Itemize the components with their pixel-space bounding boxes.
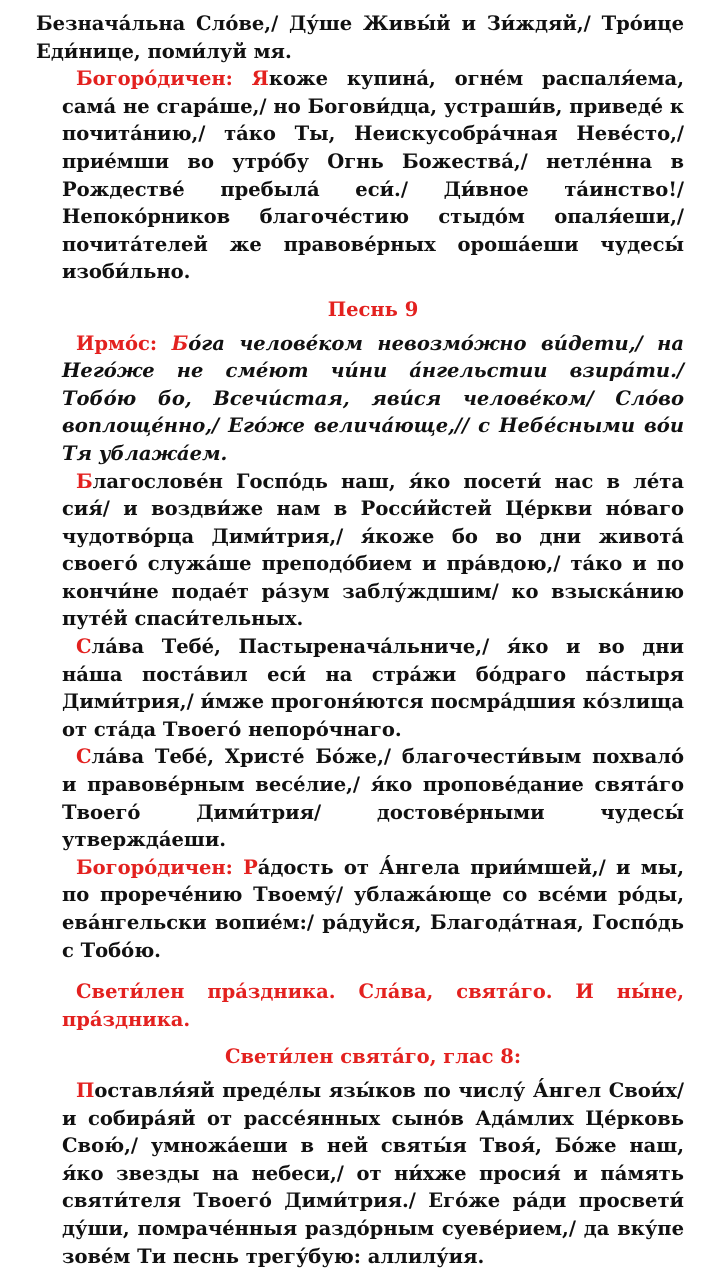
- theotokion-first: [62, 65, 684, 286]
- troparion-text: ла́ва Тебе́, Христе́ Бо́же,/ благочести́вым похвало́ и правове́рным весе́лие,/ я́ко пропове́дание свята́го Твоего́ Дими́трия/ достове́рными чудесы́ утвержда́еши.: [62, 745, 684, 852]
- troparion-text: лагослове́н Госпо́дь наш, я́ко посети́ нас в ле́та сия́/ и воздви́же нам в Росси́йстей Це́ркви но́ваго чудотво́рца Дими́трия,/ я́коже бо во дни живота́ своего́ служа́ше преподо́бием и пра́вдою,/ та́ко и по кончи́не подае́т ра́зум заблу́ждшим/ ко взыска́нию путе́й спаси́тельных.: [62, 469, 684, 631]
- svetilen-text: оставля́яй преде́лы язы́ков по числу́ А́нгел Свои́х/ и собира́яй от рассе́янных сыно́в Ада́млих Це́рковь Свою́,/ умножа́еши в ней святы́я Твоя́, Бо́же наш, я́ко звезды на небеси,/ от ни́хже просия́ и па́мять святи́теля Твоего́ Дими́трия./ Его́же ра́ди просвети́ ду́ши, помраче́нныя раздо́рным суеве́рием,/ да вку́пе зове́м Ти песнь трегу́бую: аллилу́ия.: [62, 1078, 684, 1268]
- svetilen-hymn: [62, 1077, 684, 1270]
- spacer: [62, 964, 684, 978]
- troparion-3: [62, 743, 684, 853]
- drop-initial: Б: [171, 331, 189, 355]
- prayer-ending-text: Безнача́льна Сло́ве,/ Ду́ше Живы́й и Зи́ждяй,/ Тро́ице Еди́нице, поми́луй мя.: [36, 12, 684, 63]
- drop-initial: Б: [76, 469, 93, 493]
- drop-initial: С: [76, 635, 92, 659]
- irmos: [62, 330, 684, 468]
- drop-initial: С: [76, 745, 92, 769]
- theotokion-second: [62, 854, 684, 964]
- theotokion-label: Богоро́дичен:: [76, 67, 252, 91]
- troparion-1: [62, 468, 684, 634]
- troparion-text: ла́ва Тебе́, Пастыренача́льниче,/ я́ко и во дни на́ша поста́вил еси́ на стра́жи бо́драго па́стыря Дими́трия,/ и́мже прогоня́ются посмра́дшия ко́злища от ста́да Твоего́ непоро́чнаго.: [62, 635, 684, 741]
- troparion-2: [62, 633, 684, 743]
- ode-heading: Песнь 9: [327, 297, 419, 321]
- prayer-ending-block: [36, 10, 684, 65]
- svetilen-rubric: Свети́лен пра́здника. Сла́ва, свята́го. И ны́не, пра́здника.: [62, 980, 684, 1031]
- svetilen-heading: Свети́лен свята́го, глас 8:: [224, 1045, 522, 1069]
- theotokion-text: коже купина́, огне́м распаля́ема, сама́ не сгара́ше,/ но Богови́дца, устраши́в, приведе́ к почита́нию,/ та́ко Ты, Неискусобра́чная Неве́сто,/ прие́мши во утро́бу Огнь Божества́,/ нетле́нна в Рождестве́ пребыла́ еси́./ Ди́вное та́инство!/ Непоко́рников благоче́стию стыдо́м опаля́еши,/ почита́телей же правове́рных ороша́еши чудесы́ изоби́льно.: [62, 67, 684, 284]
- drop-initial: Р: [243, 855, 258, 879]
- drop-initial: Я: [251, 67, 269, 91]
- irmos-text: о́га челове́ком невозмо́жно ви́дети,/ на Него́же не сме́ют чи́ни а́нгельстии взира́ти./ Тобо́ю бо, Всечи́стая, яви́ся челове́ком/ Сло́во воплоще́нно,/ Его́же велича́юще,// с Небе́сными во́и Тя ублажа́ем.: [62, 331, 684, 465]
- drop-initial: П: [76, 1078, 95, 1102]
- theotokion-text: а́дость от А́нгела прии́мшей,/ и мы, по прорече́нию Твоему́/ ублажа́юще со все́ми ро́ды, ева́нгельски вопие́м:/ ра́дуйся, Благода́тная, Госпо́дь с Тобо́ю.: [62, 855, 684, 962]
- irmos-label: Ирмо́с:: [76, 331, 172, 355]
- theotokion-label: Богоро́дичен:: [76, 855, 244, 879]
